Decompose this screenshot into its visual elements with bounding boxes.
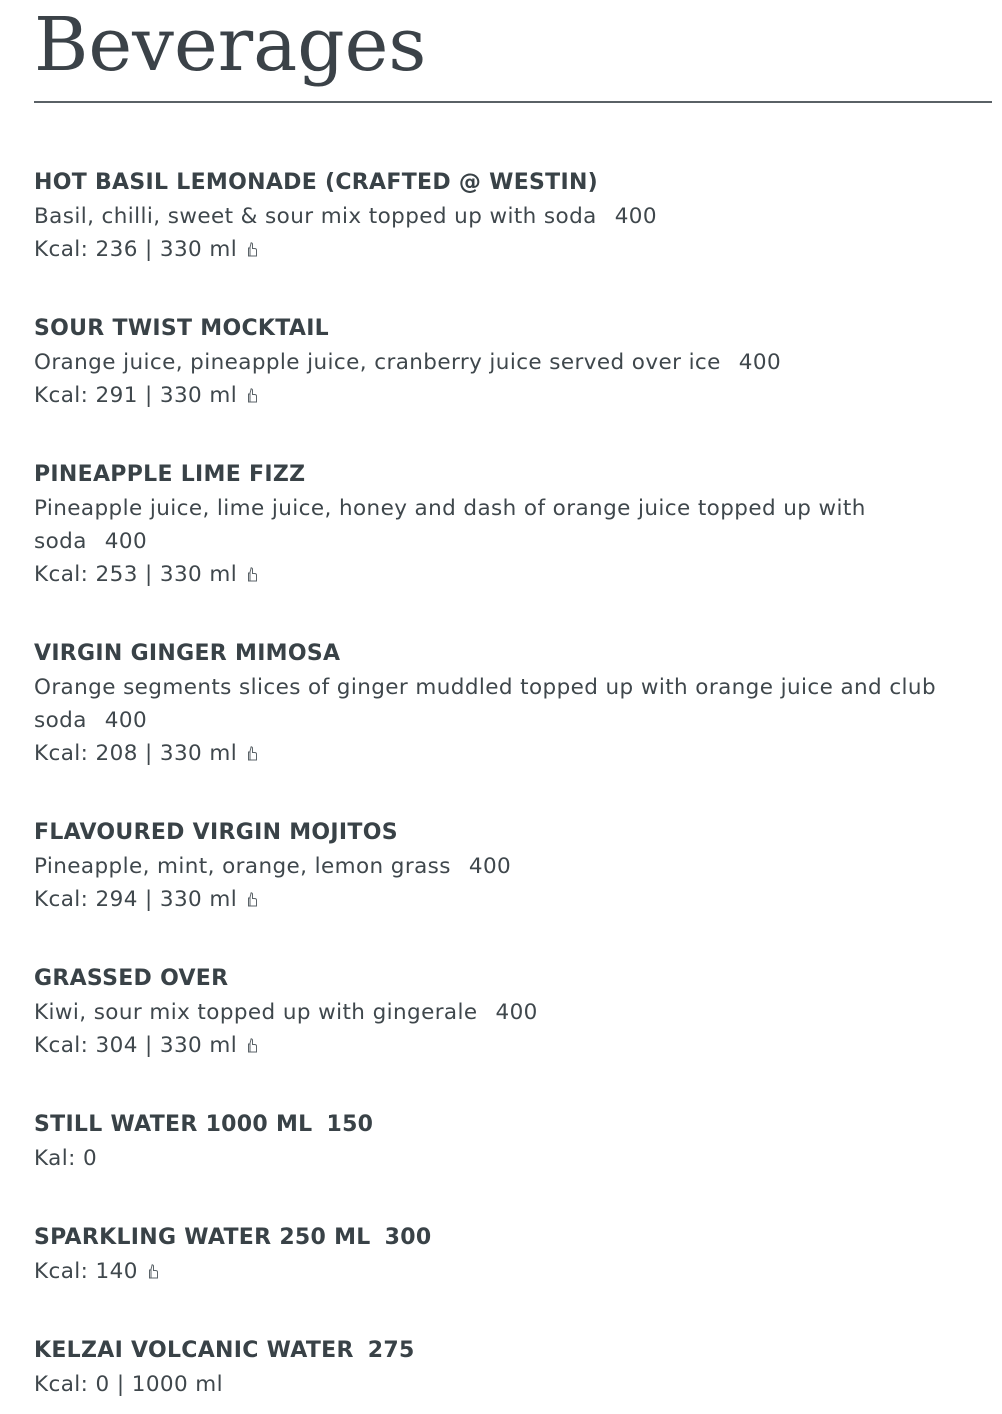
beverage-list (34, 166, 984, 1401)
item-description-line (34, 850, 984, 883)
item-name: SPARKLING WATER 250 ML (34, 1225, 371, 1250)
menu-item (34, 962, 984, 1062)
menu-item (34, 1221, 984, 1288)
vegan-icon (247, 567, 258, 582)
title-divider (34, 101, 992, 103)
item-name: HOT BASIL LEMONADE (CRAFTED @ WESTIN) (34, 170, 599, 195)
item-name-line (34, 1221, 984, 1255)
menu-item (34, 637, 984, 770)
menu-item (34, 166, 984, 266)
item-kcal: Kcal: 253 | 330 ml (34, 562, 238, 587)
item-name: KELZAI VOLCANIC WATER (34, 1338, 354, 1363)
item-name: STILL WATER 1000 ML (34, 1112, 313, 1137)
item-name: SOUR TWIST MOCKTAIL (34, 316, 329, 341)
item-kcal: Kal: 0 (34, 1146, 98, 1171)
menu-item (34, 1108, 984, 1175)
vegan-icon (247, 388, 258, 403)
item-description: Kiwi, sour mix topped up with gingerale (34, 1000, 478, 1025)
item-nutrition-line (34, 379, 984, 412)
item-price: 400 (614, 204, 657, 229)
vegan-icon (247, 242, 258, 257)
item-nutrition-line (34, 558, 984, 591)
menu-item (34, 458, 984, 591)
item-nutrition-line (34, 737, 984, 770)
item-price: 400 (104, 708, 148, 733)
item-price: 275 (367, 1338, 415, 1363)
menu-item (34, 1334, 984, 1401)
item-kcal: Kcal: 236 | 330 ml (34, 237, 238, 262)
item-price: 150 (326, 1112, 374, 1137)
item-price: 400 (495, 1000, 538, 1025)
item-name: VIRGIN GINGER MIMOSA (34, 641, 341, 666)
item-description: Orange juice, pineapple juice, cranberry juice served over ice (34, 350, 721, 375)
item-description-line (34, 492, 984, 558)
item-description: Basil, chilli, sweet & sour mix topped up with soda (34, 204, 597, 229)
vegan-icon (247, 892, 258, 907)
item-kcal: Kcal: 0 | 1000 ml (34, 1372, 224, 1397)
item-name: FLAVOURED VIRGIN MOJITOS (34, 820, 398, 845)
menu-item (34, 312, 984, 412)
item-name-line (34, 1108, 984, 1142)
vegan-icon (247, 746, 258, 761)
item-kcal: Kcal: 140 (34, 1259, 138, 1284)
item-description: Pineapple, mint, orange, lemon grass (34, 854, 451, 879)
item-description: Pineapple juice, lime juice, honey and dash of orange juice topped up with soda (34, 496, 866, 554)
item-kcal: Kcal: 291 | 330 ml (34, 383, 238, 408)
item-name: GRASSED OVER (34, 966, 229, 991)
item-price: 300 (384, 1225, 432, 1250)
item-kcal: Kcal: 208 | 330 ml (34, 741, 238, 766)
item-kcal: Kcal: 304 | 330 ml (34, 1033, 238, 1058)
vegan-icon (247, 1038, 258, 1053)
item-price: 400 (468, 854, 512, 879)
vegan-icon (148, 1264, 159, 1279)
item-description: Orange segments slices of ginger muddled topped up with orange juice and club soda (34, 675, 937, 733)
item-description-line (34, 671, 984, 737)
item-nutrition-line (34, 1142, 984, 1175)
item-nutrition-line (34, 1255, 984, 1288)
item-name: PINEAPPLE LIME FIZZ (34, 462, 306, 487)
item-description-line (34, 346, 984, 379)
item-price: 400 (738, 350, 782, 375)
item-name-line (34, 1334, 984, 1368)
menu-item (34, 816, 984, 916)
item-nutrition-line (34, 883, 984, 916)
item-description-line (34, 200, 984, 233)
item-nutrition-line (34, 1029, 984, 1062)
item-description-line (34, 996, 984, 1029)
item-nutrition-line (34, 233, 984, 266)
page-title: Beverages (34, 2, 427, 88)
item-nutrition-line (34, 1368, 984, 1401)
item-price: 400 (104, 529, 148, 554)
item-kcal: Kcal: 294 | 330 ml (34, 887, 238, 912)
